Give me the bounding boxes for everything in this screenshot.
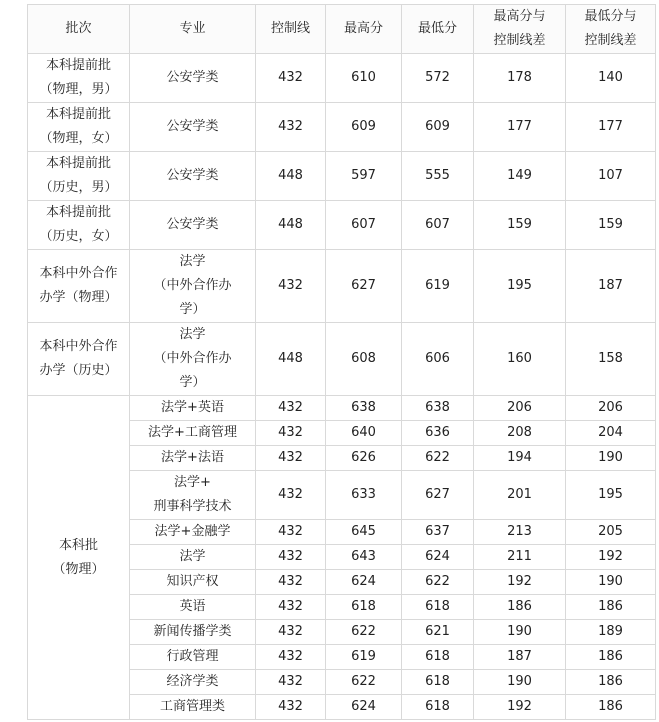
control-line-cell: 448 [256,152,326,201]
max-diff-cell: 187 [474,645,566,670]
max-score-cell: 633 [326,471,402,520]
major-cell: 行政管理 [130,645,256,670]
batch-cell-group: 本科批 （物理） [28,396,130,720]
control-line-cell: 432 [256,54,326,103]
control-line-cell: 432 [256,520,326,545]
max-score-cell: 624 [326,695,402,720]
major-cell: 法学+工商管理 [130,421,256,446]
min-score-cell: 607 [402,201,474,250]
min-diff-cell: 206 [566,396,656,421]
max-score-cell: 622 [326,620,402,645]
min-diff-cell: 192 [566,545,656,570]
max-score-cell: 627 [326,250,402,323]
min-score-cell: 624 [402,545,474,570]
table-row [28,54,656,103]
batch-cell: 本科提前批 （物理，女） [28,103,130,152]
min-score-cell: 638 [402,396,474,421]
batch-cell: 本科提前批 （历史，女） [28,201,130,250]
major-cell: 法学+金融学 [130,520,256,545]
min-score-cell: 618 [402,645,474,670]
table-row [28,323,656,396]
control-line-cell: 432 [256,545,326,570]
header-control-line: 控制线 [256,5,326,54]
min-diff-cell: 186 [566,670,656,695]
min-diff-cell: 159 [566,201,656,250]
header-min-score: 最低分 [402,5,474,54]
major-cell: 法学 （中外合作办 学） [130,323,256,396]
min-diff-cell: 204 [566,421,656,446]
control-line-cell: 448 [256,201,326,250]
min-score-cell: 618 [402,595,474,620]
min-score-cell: 606 [402,323,474,396]
max-score-cell: 622 [326,670,402,695]
max-score-cell: 619 [326,645,402,670]
max-diff-cell: 206 [474,396,566,421]
major-cell: 公安学类 [130,152,256,201]
min-score-cell: 637 [402,520,474,545]
min-diff-cell: 189 [566,620,656,645]
control-line-cell: 432 [256,620,326,645]
major-cell: 法学+法语 [130,446,256,471]
max-diff-cell: 201 [474,471,566,520]
min-score-cell: 618 [402,695,474,720]
max-score-cell: 626 [326,446,402,471]
max-diff-cell: 208 [474,421,566,446]
header-max-score: 最高分 [326,5,402,54]
min-diff-cell: 205 [566,520,656,545]
max-score-cell: 643 [326,545,402,570]
max-diff-cell: 211 [474,545,566,570]
min-score-cell: 619 [402,250,474,323]
min-score-cell: 618 [402,670,474,695]
header-major: 专业 [130,5,256,54]
min-diff-cell: 186 [566,645,656,670]
max-score-cell: 640 [326,421,402,446]
control-line-cell: 432 [256,396,326,421]
max-diff-cell: 190 [474,620,566,645]
min-score-cell: 621 [402,620,474,645]
min-score-cell: 622 [402,446,474,471]
major-cell: 法学+ 刑事科学技术 [130,471,256,520]
score-table [27,4,656,720]
table-row [28,152,656,201]
min-diff-cell: 195 [566,471,656,520]
max-score-cell: 609 [326,103,402,152]
max-score-cell: 607 [326,201,402,250]
max-score-cell: 638 [326,396,402,421]
batch-cell: 本科提前批 （物理，男） [28,54,130,103]
table-row [28,250,656,323]
table-row [28,103,656,152]
control-line-cell: 432 [256,250,326,323]
max-diff-cell: 159 [474,201,566,250]
control-line-cell: 432 [256,645,326,670]
max-diff-cell: 160 [474,323,566,396]
max-score-cell: 624 [326,570,402,595]
header-row [28,5,656,54]
batch-cell: 本科中外合作 办学（历史） [28,323,130,396]
batch-cell: 本科中外合作 办学（物理） [28,250,130,323]
max-diff-cell: 178 [474,54,566,103]
min-diff-cell: 190 [566,570,656,595]
major-cell: 公安学类 [130,54,256,103]
max-diff-cell: 213 [474,520,566,545]
min-diff-cell: 107 [566,152,656,201]
control-line-cell: 448 [256,323,326,396]
control-line-cell: 432 [256,471,326,520]
major-cell: 公安学类 [130,103,256,152]
header-max-diff: 最高分与 控制线差 [474,5,566,54]
header-min-diff: 最低分与 控制线差 [566,5,656,54]
min-diff-cell: 186 [566,595,656,620]
max-diff-cell: 195 [474,250,566,323]
min-diff-cell: 190 [566,446,656,471]
control-line-cell: 432 [256,103,326,152]
major-cell: 知识产权 [130,570,256,595]
max-score-cell: 610 [326,54,402,103]
min-score-cell: 636 [402,421,474,446]
max-diff-cell: 192 [474,570,566,595]
batch-cell: 本科提前批 （历史，男） [28,152,130,201]
min-score-cell: 572 [402,54,474,103]
min-score-cell: 622 [402,570,474,595]
control-line-cell: 432 [256,695,326,720]
max-diff-cell: 192 [474,695,566,720]
control-line-cell: 432 [256,570,326,595]
control-line-cell: 432 [256,421,326,446]
table-row [28,201,656,250]
max-score-cell: 608 [326,323,402,396]
max-diff-cell: 194 [474,446,566,471]
major-cell: 法学 [130,545,256,570]
control-line-cell: 432 [256,595,326,620]
control-line-cell: 432 [256,670,326,695]
max-score-cell: 618 [326,595,402,620]
major-cell: 法学+英语 [130,396,256,421]
min-score-cell: 609 [402,103,474,152]
min-diff-cell: 177 [566,103,656,152]
major-cell: 公安学类 [130,201,256,250]
max-score-cell: 597 [326,152,402,201]
min-score-cell: 555 [402,152,474,201]
min-diff-cell: 187 [566,250,656,323]
major-cell: 经济学类 [130,670,256,695]
control-line-cell: 432 [256,446,326,471]
major-cell: 新闻传播学类 [130,620,256,645]
min-diff-cell: 186 [566,695,656,720]
major-cell: 英语 [130,595,256,620]
major-cell: 法学 （中外合作办 学） [130,250,256,323]
table-row [28,396,656,421]
max-diff-cell: 186 [474,595,566,620]
header-batch: 批次 [28,5,130,54]
min-diff-cell: 140 [566,54,656,103]
major-cell: 工商管理类 [130,695,256,720]
min-score-cell: 627 [402,471,474,520]
max-diff-cell: 177 [474,103,566,152]
max-diff-cell: 149 [474,152,566,201]
min-diff-cell: 158 [566,323,656,396]
max-score-cell: 645 [326,520,402,545]
max-diff-cell: 190 [474,670,566,695]
